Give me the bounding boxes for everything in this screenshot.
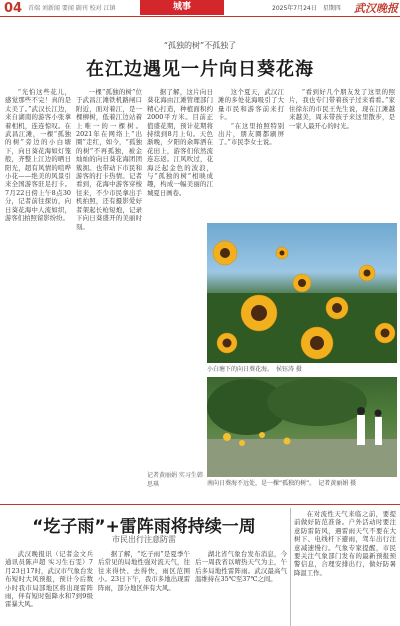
story2-paragraph: 湖北省气象台发布消息，今后一周我省以晴热天气为主，午后多局地性雷阵雨。武汉最高气温维持在35℃至37℃之间。 xyxy=(195,550,287,584)
masthead xyxy=(0,0,400,15)
top-rule xyxy=(0,16,400,17)
visitors-illustration xyxy=(207,377,397,477)
sunflower-field-photo xyxy=(207,223,397,363)
newspaper-logo: 武汉晚报 xyxy=(354,2,398,15)
story1-column-3 xyxy=(147,88,213,413)
story1-paragraph: 一棵“孤独的树”位于武昌江滩铁机路闸口附近，面对着江，是一棵柳树，低着江边站着上唯一的一棵树。2021年在网络上“出圈”走红，如今，“孤独的树”不再孤独，被金灿灿的向日葵花海团团簇拥。也带动下市民和游客的打卡热情。记者看到，花海中游客穿梭往来，不少市民拿出手机拍照，还有摄影爱好者架起长枪短炮，记录下向日葵盛开的美丽时刻。 xyxy=(76,88,142,231)
visitors-photo xyxy=(207,377,397,477)
section-rule xyxy=(0,504,400,505)
section-label: 城事 xyxy=(140,0,224,15)
story1-paragraph: “在这里拍照特别出片，朋友圈都刷屏了。”市民李女士说。 xyxy=(218,121,284,147)
story1-column-2 xyxy=(76,88,142,504)
issue-date: 2025年7月24日 星期四 xyxy=(272,5,341,12)
story2-headline: “圪子雨”+雷阵雨将持续一周 xyxy=(32,517,256,537)
page-nav: 首端 刘新闻 要闻 副刊 校对 江镇 xyxy=(28,5,116,12)
sunflower-illustration xyxy=(207,223,397,363)
story1-kicker: “孤独的树”不孤独了 xyxy=(163,41,237,50)
story1-column-4 xyxy=(218,88,284,221)
photo2-caption: 南向日葵海不远处，是一棵“孤独的树”。 记者黄丽娟 摄 xyxy=(207,480,357,487)
column-divider xyxy=(290,508,291,626)
story2-column-2 xyxy=(98,550,190,624)
story1-column-5 xyxy=(289,88,395,221)
story1-byline: 记者黄丽娟 实习生韩思琪 xyxy=(147,472,203,488)
story1-paragraph: “光怕这些花儿，感觉那些不完！真的是太美了。”武汉长江边，来自湖南的游客小张拿着相机，连连惊叹。在武昌江滩，一棵“孤独的树”旁边的小白塘下，向日葵花海如灯笼般，齐整上江边的晒日阳光，超有风情的喧哗小花——绝美的风景引来全国游客驻足打卡。7月22日傍上午8点30分，记者前往探访，向日葵花海中人流如织，游客们拍照留影纷纷。 xyxy=(5,88,71,223)
story1-headline: 在江边遇见一片向日葵花海 xyxy=(86,59,314,80)
story1-paragraph: “看到好几个朋友发了这里的照片，我也专门带着孩子过来看看。”家住徐东的市民王先生说，现在江滩越来越美，周末带孩子来这里散步，是一家人最开心的时光。 xyxy=(289,88,395,130)
story2-paragraph: 在对流性天气来临之前，要提前做好防范准备。户外活动时要注意防雷防风，遇雷雨天气不要在大树下、电线杆下避雨，驾车出行注意减速慢行。气象专家提醒，市民要关注气象部门发布的最新预报预警信息，合理安排出行，做好防暑降温工作。 xyxy=(294,510,396,577)
story2-paragraph: 武汉晚报讯（记者金文兵 通讯员陈声超 实习生石雯）7月23日17时，武汉市气象台发布短时大风预报，预计今后数小时我市局部地区将出现雷阵雨，伴有短时强降水和7到9级雷暴大风。 xyxy=(5,550,93,609)
story2-column-3 xyxy=(195,550,287,624)
photo1-caption: 小白塘下的向日葵花海。 侯钰涛 摄 xyxy=(207,366,302,373)
page-number: 04 xyxy=(4,1,23,16)
story1-column-1 xyxy=(5,88,71,504)
story2-subhead: 市民出行注意防雷 xyxy=(112,535,176,544)
story2-paragraph: 据了解，“圪子雨”是夏季午后常见的局地性强对流天气，往往来得快、去得快，雨区范围小。23日下午，我市多地出现雷阵雨，部分地区伴有大风。 xyxy=(98,550,190,592)
story2-column-4 xyxy=(294,510,396,624)
story1-paragraph: 据了解，这片向日葵花海由江滩管理部门精心打造，种植面积约2000平方米。目前正值盛花期，预计花期将持续到8月上旬。天色渐晚，夕阳的余晖洒在花田上，游客们依然流连忘返。江风吹过，花海泛起金色的波浪，与“孤独的树”相映成趣，构成一幅美丽的江城夏日画卷。 xyxy=(147,88,213,197)
story2-column-1 xyxy=(5,550,93,624)
story1-paragraph: 这个夏天，武汉江滩的多处花海吸引了大量市民和游客前来打卡。 xyxy=(218,88,284,122)
